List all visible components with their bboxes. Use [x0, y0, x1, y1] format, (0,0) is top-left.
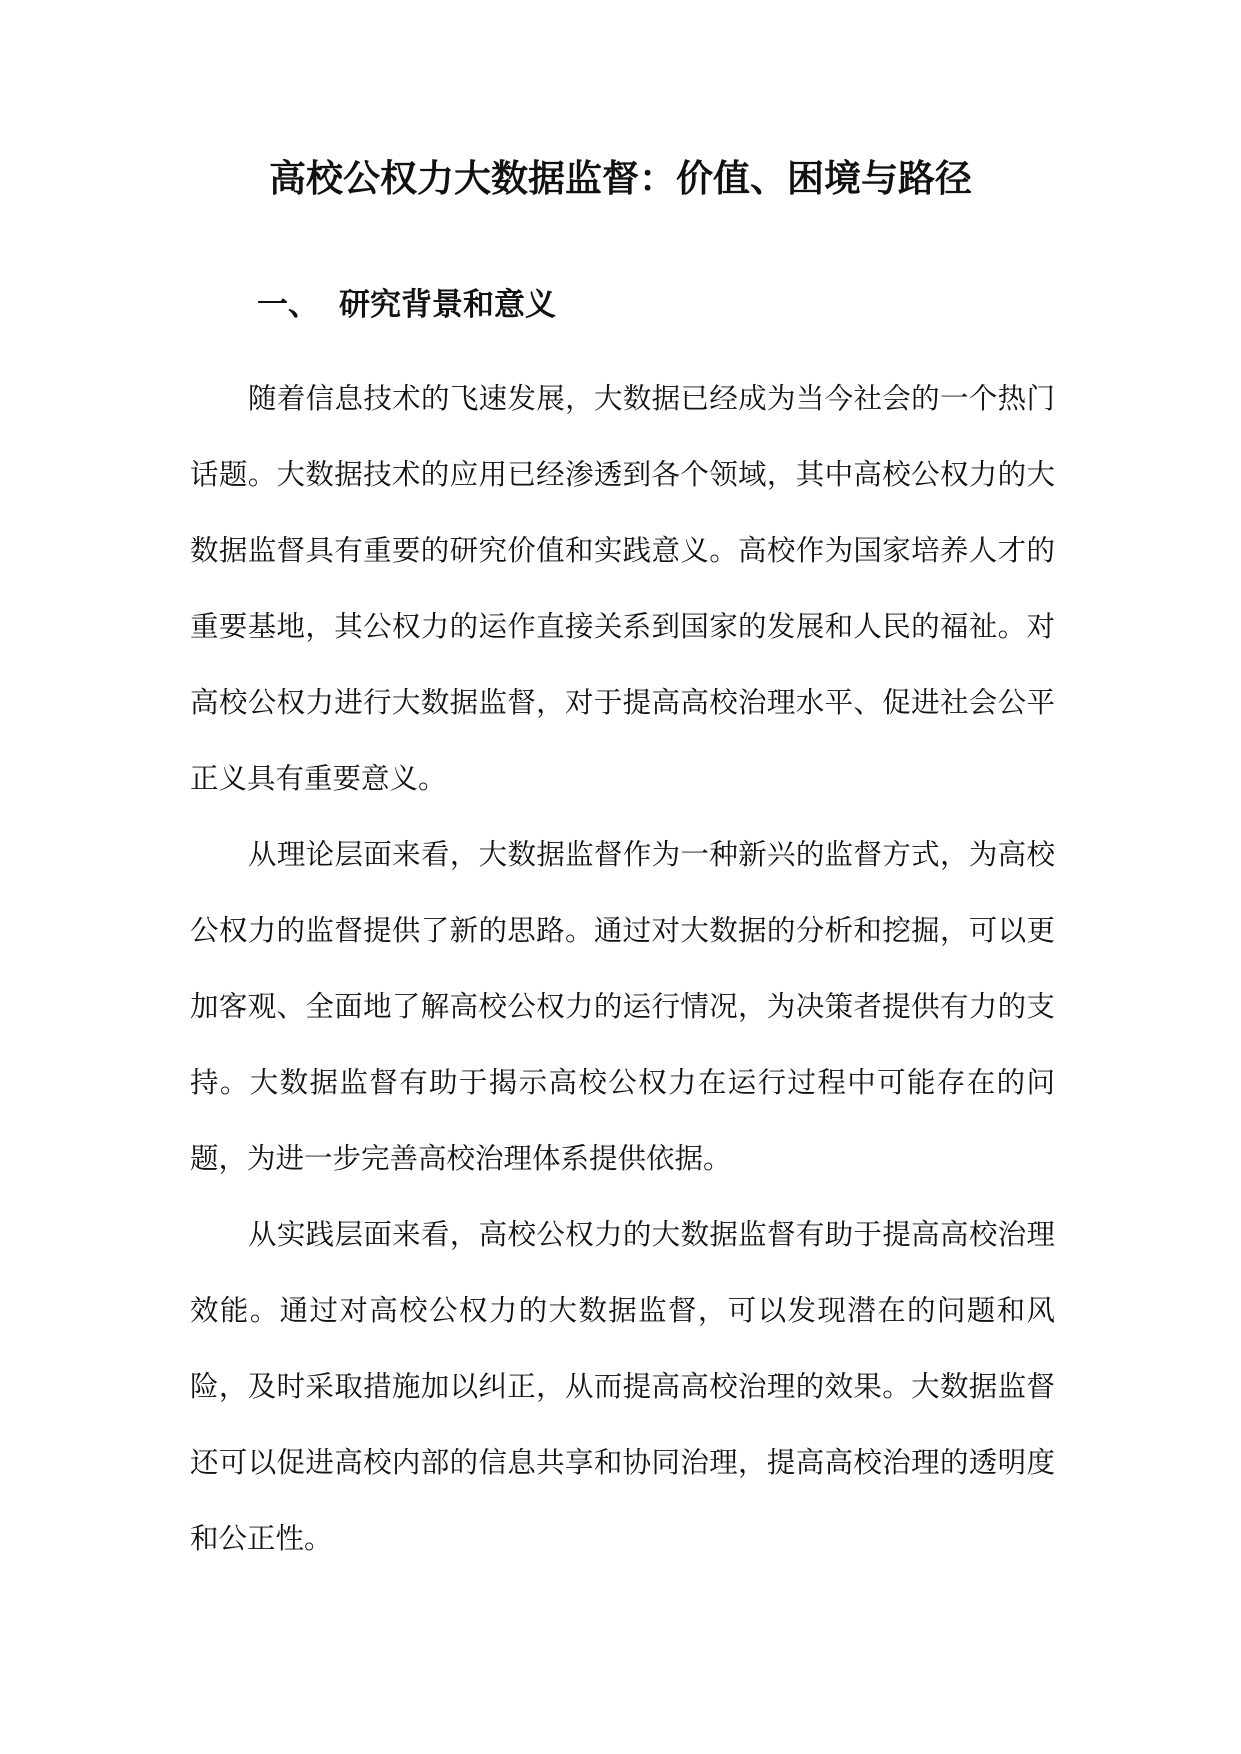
body-text	[190, 361, 1055, 1577]
document-title: 高校公权力大数据监督：价值、困境与路径	[269, 156, 972, 200]
section-number: 一、	[257, 287, 319, 323]
section-heading-text: 研究背景和意义	[339, 287, 556, 323]
paragraph-research-background: 随着信息技术的飞速发展，大数据已经成为当今社会的一个热门话题。大数据技术的应用已经渗透到各个领域，其中高校公权力的大数据监督具有重要的研究价值和实践意义。高校作为国家培养人才的重要基地，其公权力的运作直接关系到国家的发展和人民的福祉。对高校公权力进行大数据监督，对于提高高校治理水平、促进社会公平正义具有重要意义。	[190, 382, 1055, 795]
section-heading	[257, 280, 556, 330]
paragraph-theoretical-significance: 从理论层面来看，大数据监督作为一种新兴的监督方式，为高校公权力的监督提供了新的思路。通过对大数据的分析和挖掘，可以更加客观、全面地了解高校公权力的运行情况，为决策者提供有力的支持。大数据监督有助于揭示高校公权力在运行过程中可能存在的问题，为进一步完善高校治理体系提供依据。	[190, 838, 1055, 1175]
paragraph-practical-significance: 从实践层面来看，高校公权力的大数据监督有助于提高高校治理效能。通过对高校公权力的大数据监督，可以发现潜在的问题和风险，及时采取措施加以纠正，从而提高高校治理的效果。大数据监督还可以促进高校内部的信息共享和协同治理，提高高校治理的透明度和公正性。	[190, 1218, 1055, 1555]
